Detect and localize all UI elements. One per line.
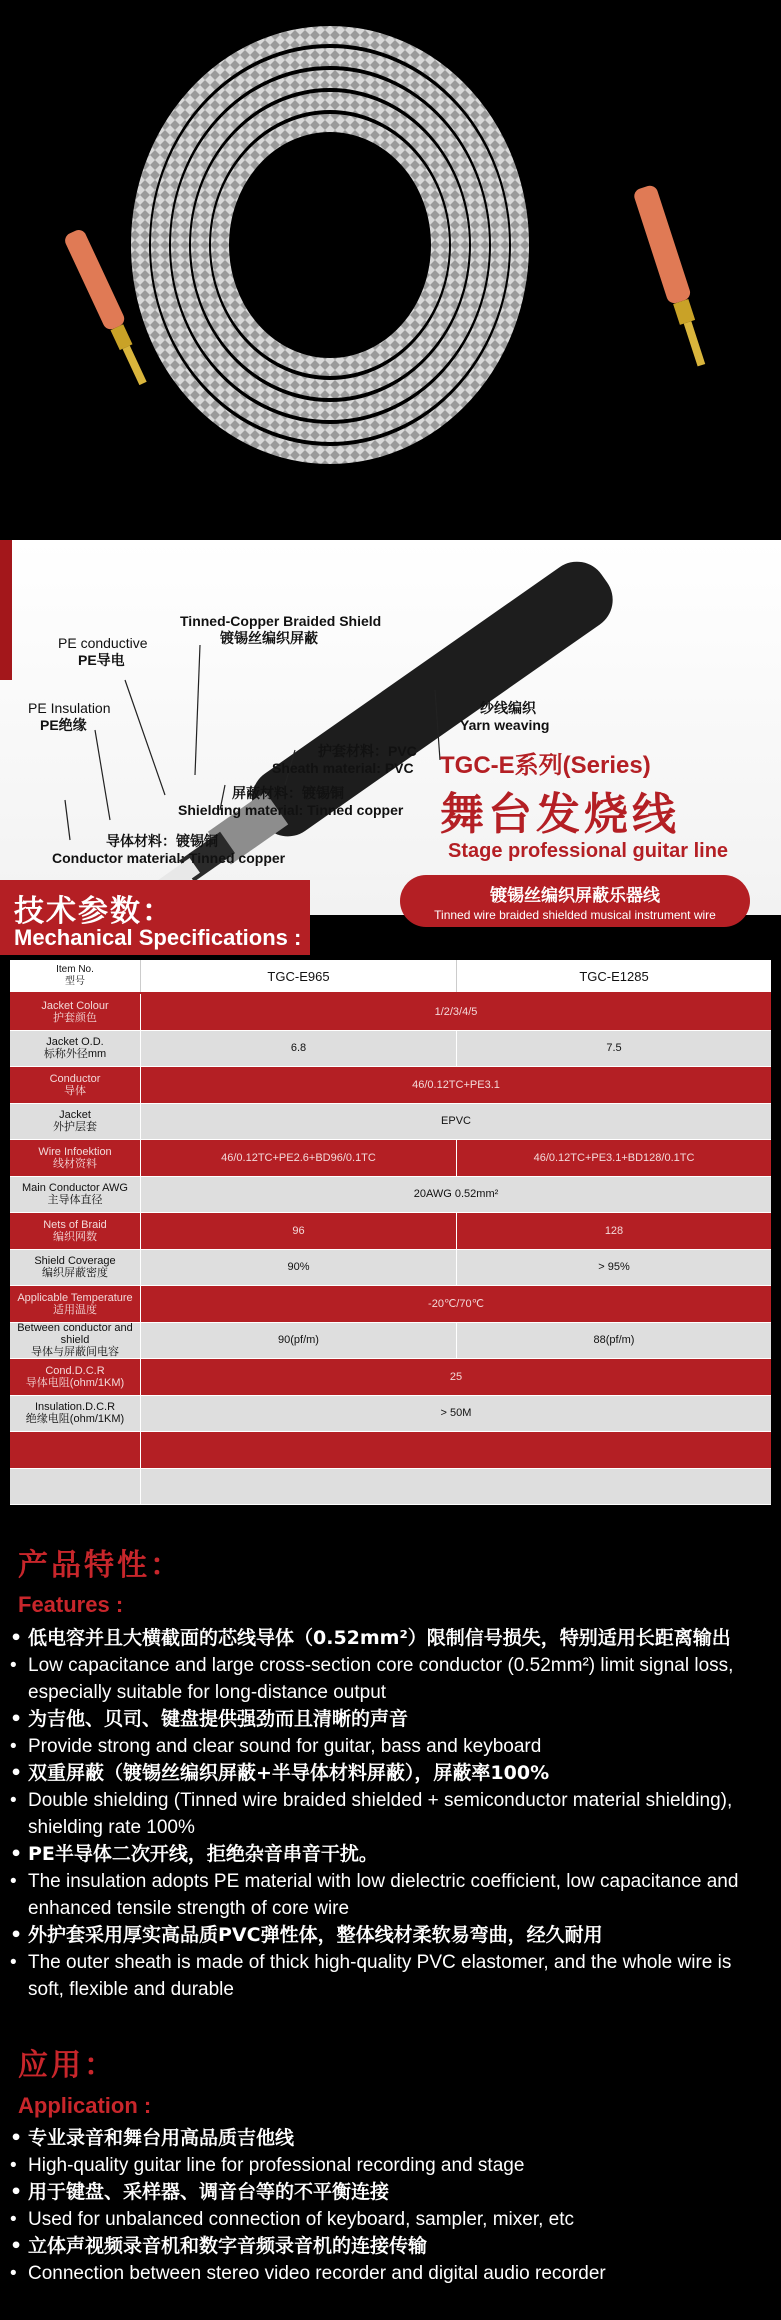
bullet-en: • Connection between stereo video recorder and digital audio recorder: [10, 2260, 770, 2287]
bullet-cn: • 双重屏蔽（镀锡丝编织屏蔽+半导体材料屏蔽），屏蔽率100%: [10, 1760, 770, 1787]
row-value-model-b: 46/0.12TC+PE3.1+BD128/0.1TC: [533, 1151, 695, 1164]
table-row: [10, 1469, 771, 1506]
row-label: [10, 994, 141, 1030]
row-label: [10, 1286, 141, 1322]
row-value: 20AWG 0.52mm²: [413, 1188, 499, 1201]
row-label-cn: 标称外径mm: [43, 1048, 107, 1061]
row-value: EPVC: [441, 1115, 471, 1128]
header-item-en: Item No.: [56, 964, 94, 975]
table-row: [10, 1140, 771, 1177]
row-value-model-b: 88(pf/m): [593, 1334, 635, 1347]
row-label-en: Applicable Temperature: [17, 1291, 133, 1304]
spec-table-header: [10, 960, 771, 994]
bullet-en: • Provide strong and clear sound for guitar, bass and keyboard: [10, 1733, 770, 1760]
row-label-cn: 编织屏蔽密度: [42, 1267, 108, 1280]
row-label-en: Wire Infoektion: [38, 1145, 112, 1158]
row-label-cn: 编织网数: [53, 1230, 97, 1243]
series-label: TGC-E系列(Series): [440, 752, 651, 779]
table-row: [10, 994, 771, 1031]
row-value-model-b: 128: [604, 1224, 624, 1237]
label-pe-insulation: PE Insulation PE绝缘: [28, 700, 111, 733]
row-label: [10, 1104, 141, 1140]
bullet-en: • Used for unbalanced connection of keyboard, sampler, mixer, etc: [10, 2206, 770, 2233]
row-label-en: Main Conductor AWG: [22, 1182, 128, 1195]
row-label-cn: 绝缘电阻(ohm/1KM): [25, 1413, 125, 1426]
row-label-en: Nets of Braid: [43, 1218, 107, 1231]
table-row: [10, 1323, 771, 1360]
row-label-en: Conductor: [49, 1072, 101, 1085]
header-model-b: TGC-E1285: [579, 968, 649, 984]
row-label-cn: 主导体直径: [47, 1194, 103, 1207]
application-title-en: Application :: [18, 2093, 152, 2118]
row-value-model-a: 96: [141, 1213, 457, 1249]
row-label: [10, 1031, 141, 1067]
row-label: [10, 1140, 141, 1176]
table-row: [10, 1286, 771, 1323]
table-row: [10, 1177, 771, 1214]
table-row: [10, 1432, 771, 1469]
row-value: 25: [449, 1370, 463, 1383]
label-yarn-weaving: 纱线编织 Yarn weaving: [460, 700, 550, 733]
pill-text-cn: 镀锡丝编织屏蔽乐器线: [490, 886, 660, 906]
row-label: [10, 1359, 141, 1395]
table-row: [10, 1067, 771, 1104]
row-value-model-a: 90%: [141, 1250, 457, 1286]
row-label: [10, 1323, 141, 1359]
features-title-cn: 产品特性：: [18, 1548, 183, 1583]
label-shielding: 屏蔽材料：镀锡铜 Shielding material: Tinned copper: [178, 785, 404, 818]
table-row: [10, 1213, 771, 1250]
bullet-cn: • 为吉他、贝司、键盘提供强劲而且清晰的声音: [10, 1706, 770, 1733]
row-value: -20℃/70℃: [428, 1298, 484, 1311]
row-label: [10, 1213, 141, 1249]
product-title-cn: 舞台发烧线: [440, 789, 680, 840]
row-label: [10, 1250, 141, 1286]
bullet-en: • The insulation adopts PE material with low dielectric coefficient, low capacitance and enhanced tensile strength of core wire: [10, 1868, 770, 1922]
row-value: 46/0.12TC+PE3.1: [412, 1078, 500, 1091]
bullet-cn: • 用于键盘、采样器、调音台等的不平衡连接: [10, 2179, 770, 2206]
spec-title-block: [0, 880, 310, 955]
table-row: [10, 1359, 771, 1396]
row-label-cn: 外护层套: [53, 1121, 97, 1134]
row-value: [141, 1469, 771, 1505]
bullet-en: • Double shielding (Tinned wire braided shielded + semiconductor material shielding), shielding rate 100%: [10, 1787, 770, 1841]
hero-cable-image: [0, 0, 781, 540]
label-conductor: 导体材料：镀锡铜 Conductor material: Tinned copper: [52, 833, 286, 866]
row-label: [10, 1469, 141, 1505]
bullet-cn: • 外护套采用厚实高品质PVC弹性体，整体线材柔软易弯曲，经久耐用: [10, 1922, 770, 1949]
row-value: 1/2/3/4/5: [434, 1005, 478, 1018]
row-label: [10, 1432, 141, 1468]
application-title-cn: 应用：: [18, 2048, 117, 2083]
bullet-cn: • PE半导体二次开线，拒绝杂音串音干扰。: [10, 1841, 770, 1868]
row-label-cn: 护套颜色: [53, 1011, 97, 1024]
bullet-cn: • 专业录音和舞台用高品质吉他线: [10, 2125, 770, 2152]
row-label-en: Between conductor and shield: [17, 1322, 133, 1347]
row-label-cn: 导体与屏蔽间电容: [31, 1346, 119, 1359]
bullet-en: • The outer sheath is made of thick high-quality PVC elastomer, and the whole wire is soft, flexible and durable: [10, 1949, 770, 2003]
row-label: [10, 1177, 141, 1213]
product-pill: [400, 875, 750, 927]
right-plug: [632, 184, 713, 369]
row-value: > 50M: [440, 1407, 472, 1420]
bullet-en: • High-quality guitar line for professional recording and stage: [10, 2152, 770, 2179]
row-label-en: Jacket O.D.: [46, 1036, 104, 1049]
bullet-en: • Low capacitance and large cross-section core conductor (0.52mm²) limit signal loss, especially suitable for long-distance output: [10, 1652, 770, 1706]
row-value-model-b: 7.5: [606, 1042, 622, 1055]
row-value-model-a: 90(pf/m): [141, 1323, 457, 1359]
table-row: [10, 1396, 771, 1433]
row-label-en: Jacket Colour: [41, 999, 109, 1012]
bullet-cn: • 低电容并且大横截面的芯线导体（0.52mm²）限制信号损失，特别适用长距离输出: [10, 1625, 770, 1652]
label-pe-conductive: PE conductive PE导电: [58, 635, 148, 668]
row-label: [10, 1396, 141, 1432]
table-row: [10, 1104, 771, 1141]
bullet-cn: • 立体声视频录音机和数字音频录音机的连接传输: [10, 2233, 770, 2260]
row-label-cn: 适用温度: [53, 1303, 97, 1316]
application-list: [10, 2125, 770, 2287]
features-list: [10, 1625, 770, 2003]
row-label-en: Insulation.D.C.R: [34, 1401, 116, 1414]
row-value: [141, 1432, 771, 1468]
spec-title-cn: 技术参数：: [14, 894, 174, 929]
header-item: [10, 960, 141, 992]
label-braided-shield: Tinned-Copper Braided Shield 镀锡丝编织屏蔽: [180, 613, 382, 646]
label-sheath: 护套材料：PVC Sheath material: PVC: [272, 743, 417, 776]
cable-structure-diagram: [0, 540, 781, 915]
row-label-en: Shield Coverage: [34, 1255, 116, 1268]
header-model-a: TGC-E965: [141, 960, 457, 992]
row-value-model-a: 6.8: [141, 1031, 457, 1067]
table-row: [10, 1250, 771, 1287]
row-label-cn: 导体: [64, 1084, 86, 1097]
spec-table: [10, 960, 771, 1505]
table-row: [10, 1031, 771, 1068]
spec-rows: [10, 994, 771, 1505]
spec-title-en: Mechanical Specifications :: [14, 925, 302, 950]
row-value-model-b: > 95%: [598, 1261, 630, 1274]
row-value-model-a: 46/0.12TC+PE2.6+BD96/0.1TC: [141, 1140, 457, 1176]
coiled-cable-illustration: [0, 0, 781, 540]
header-item-cn: 型号: [65, 976, 85, 987]
features-title-en: Features :: [18, 1592, 124, 1617]
row-label-en: Cond.D.C.R: [45, 1364, 105, 1377]
row-label-cn: 导体电阻(ohm/1KM): [25, 1376, 125, 1389]
row-label: [10, 1067, 141, 1103]
row-label-cn: 线材资料: [53, 1157, 97, 1170]
pill-text-en: Tinned wire braided shielded musical instrument wire: [434, 908, 716, 922]
product-title-en: Stage professional guitar line: [448, 840, 729, 862]
row-label-en: Jacket: [59, 1109, 91, 1122]
